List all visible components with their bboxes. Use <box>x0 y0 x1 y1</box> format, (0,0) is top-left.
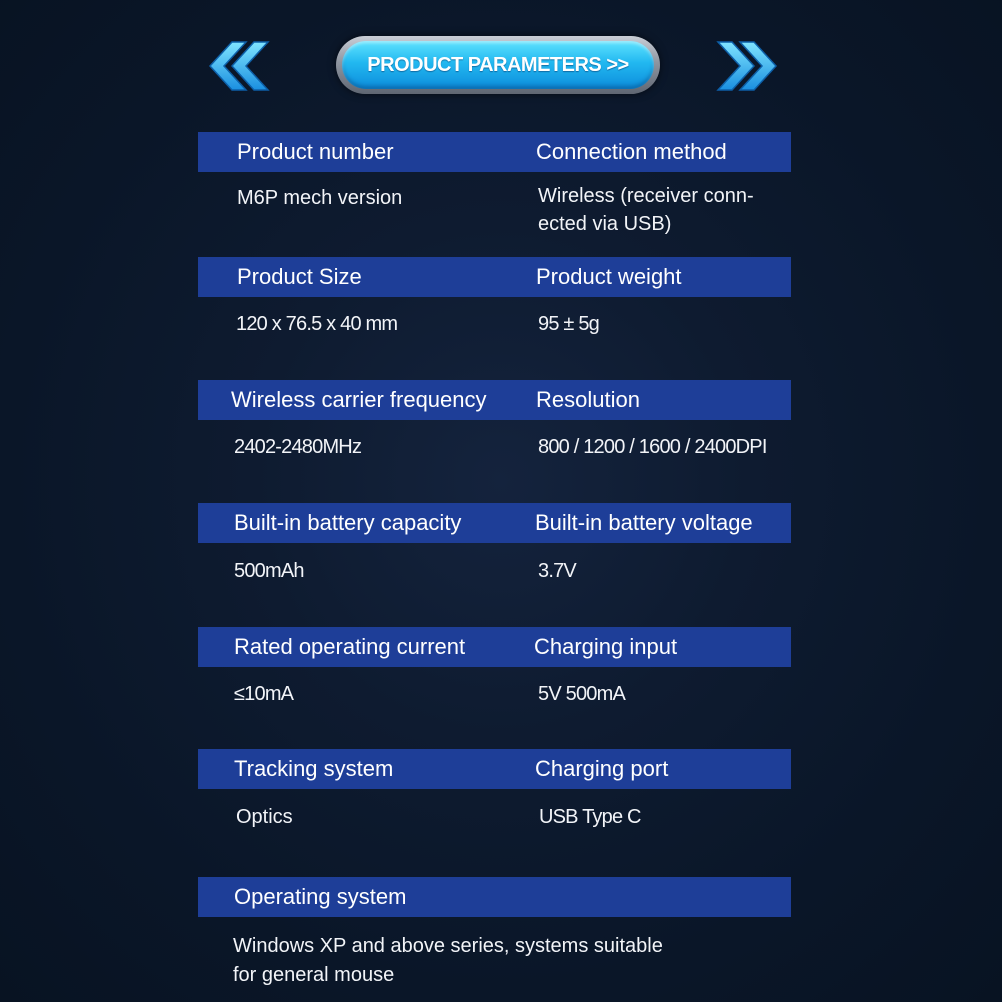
param-header-bar <box>198 627 791 667</box>
param-header-bar <box>198 749 791 789</box>
param-label: Built-in battery voltage <box>535 510 753 535</box>
param-value: Wireless (receiver conn- <box>538 185 754 207</box>
param-value: 500mAh <box>234 560 304 582</box>
param-label: Product weight <box>536 264 682 289</box>
param-label: Rated operating current <box>234 634 466 659</box>
product-parameters-badge <box>336 36 660 94</box>
param-label: Operating system <box>234 884 407 909</box>
param-value: Windows XP and above series, systems suitable <box>233 935 663 957</box>
param-label: Wireless carrier frequency <box>231 387 487 412</box>
param-label: Resolution <box>536 387 640 412</box>
param-label: Built-in battery capacity <box>234 510 462 535</box>
param-header-bar <box>198 257 791 297</box>
param-value: for general mouse <box>233 964 395 986</box>
param-value: USB Type C <box>539 806 641 828</box>
param-value: 2402-2480MHz <box>234 436 362 458</box>
param-value: Optics <box>236 806 293 828</box>
section-title: PRODUCT PARAMETERS >> <box>367 53 629 76</box>
param-value: 800 / 1200 / 1600 / 2400DPI <box>538 436 767 458</box>
param-label: Product Size <box>237 264 362 289</box>
param-label: Connection method <box>536 139 727 164</box>
header <box>0 30 1002 102</box>
double-chevron-right-icon <box>712 38 784 94</box>
param-value: 120 x 76.5 x 40 mm <box>236 313 398 335</box>
param-header-bar <box>198 877 791 917</box>
param-label: Tracking system <box>234 756 394 781</box>
param-value: M6P mech version <box>237 187 403 209</box>
param-value: ≤10mA <box>234 683 294 705</box>
double-chevron-left-icon <box>202 38 274 94</box>
param-value: ected via USB) <box>538 213 672 235</box>
param-header-bar <box>198 132 791 172</box>
param-label: Charging port <box>535 756 669 781</box>
param-header-bar <box>198 503 791 543</box>
param-header-bar <box>198 380 791 420</box>
param-label: Charging input <box>534 634 678 659</box>
param-value: 5V 500mA <box>538 683 625 705</box>
param-value: 3.7V <box>538 560 576 582</box>
param-label: Product number <box>237 139 394 164</box>
param-value: 95 ± 5g <box>538 313 599 335</box>
